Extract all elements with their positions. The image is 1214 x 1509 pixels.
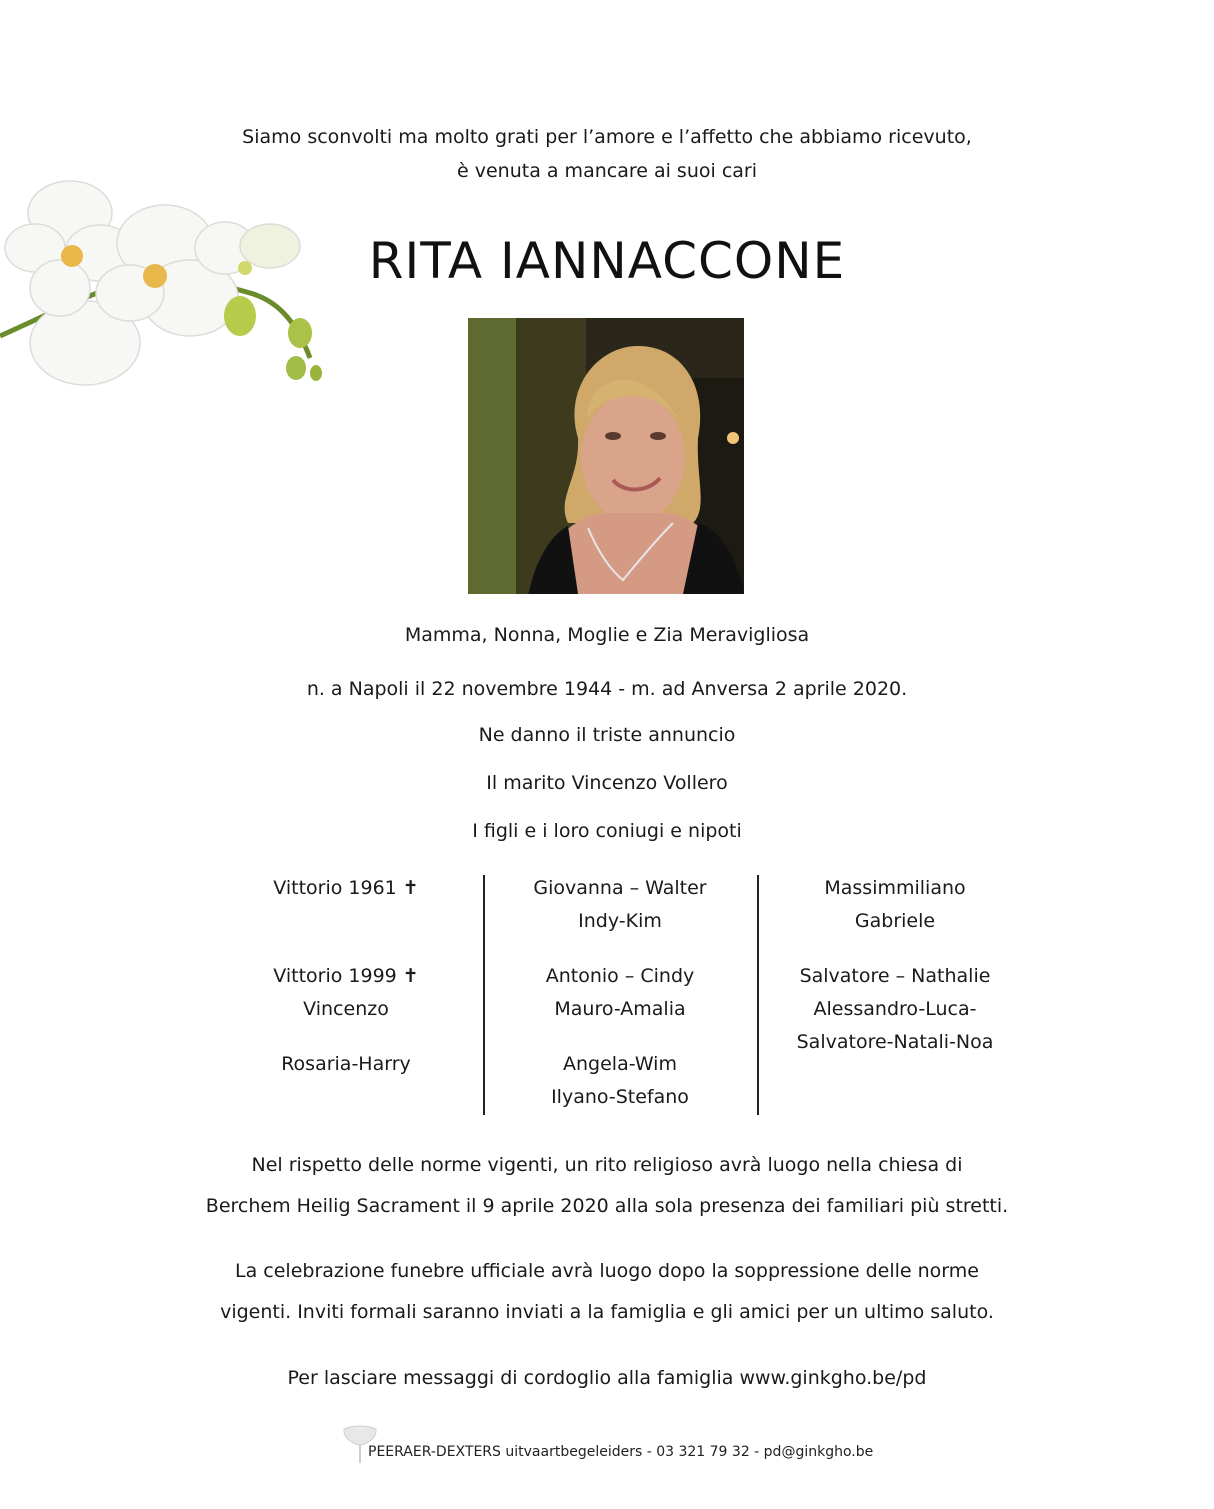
intro-line-1: Siamo sconvolti ma molto grati per l’amore e l’affetto che abbiamo ricevuto, bbox=[242, 126, 972, 148]
footer-company: PEERAER-DEXTERS bbox=[368, 1444, 501, 1460]
intro-line-2: è venuta a mancare ai suoi cari bbox=[457, 160, 757, 182]
family-member: Alessandro-Luca- bbox=[813, 998, 977, 1020]
condolences-line: Per lasciare messaggi di cordoglio alla famiglia www.ginkgho.be/pd bbox=[287, 1367, 927, 1389]
family-member: Vittorio 1961 ✝ bbox=[273, 877, 419, 899]
family-group bbox=[490, 1048, 750, 1114]
life-dates: n. a Napoli il 22 novembre 1944 - m. ad Anversa 2 aprile 2020. bbox=[306, 678, 908, 700]
ceremony-line-1: Nel rispetto delle norme vigenti, un rito religioso avrà luogo nella chiesa di bbox=[251, 1154, 963, 1176]
subtitle: Mamma, Nonna, Moglie e Zia Meravigliosa bbox=[404, 624, 810, 646]
family-group bbox=[216, 1048, 476, 1081]
husband: Il marito Vincenzo Vollero bbox=[486, 772, 728, 794]
ceremony-paragraph bbox=[0, 1145, 1214, 1227]
column-divider bbox=[483, 875, 485, 1115]
family-member: Vittorio 1999 ✝ bbox=[273, 965, 419, 987]
family-group bbox=[765, 960, 1025, 1059]
family-member: Gabriele bbox=[854, 910, 936, 932]
family-column-2 bbox=[490, 872, 750, 1136]
family-member: Mauro-Amalia bbox=[554, 998, 686, 1020]
family-group bbox=[490, 872, 750, 938]
celebration-paragraph bbox=[0, 1251, 1214, 1333]
family-member: Massimmiliano bbox=[824, 877, 966, 899]
family-member: Salvatore – Nathalie bbox=[799, 965, 991, 987]
deceased-name: RITA IANNACCONE bbox=[368, 232, 846, 290]
celebration-line-2: vigenti. Inviti formali saranno inviati a la famiglia e gli amici per un ultimo saluto. bbox=[220, 1301, 994, 1323]
family-member: Giovanna – Walter bbox=[533, 877, 707, 899]
family-group bbox=[216, 872, 476, 938]
family-member: Salvatore-Natali-Noa bbox=[796, 1031, 994, 1053]
family-group bbox=[490, 960, 750, 1026]
ceremony-line-2: Berchem Heilig Sacrament il 9 aprile 2020 alla sola presenza dei familiari più stretti. bbox=[205, 1195, 1009, 1217]
family-member: Ilyano-Stefano bbox=[551, 1086, 689, 1108]
family-column-3 bbox=[765, 872, 1025, 1081]
family-group bbox=[765, 872, 1025, 938]
column-divider bbox=[757, 875, 759, 1115]
family-group bbox=[216, 960, 476, 1026]
footer-contact bbox=[368, 1444, 873, 1460]
family-member: Vincenzo bbox=[303, 998, 389, 1020]
family-member: Antonio – Cindy bbox=[545, 965, 695, 987]
footer-details: uitvaartbegeleiders - 03 321 79 32 - pd@ginkgho.be bbox=[500, 1444, 874, 1460]
family-member: Rosaria-Harry bbox=[281, 1053, 411, 1075]
celebration-line-1: La celebrazione funebre ufficiale avrà luogo dopo la soppressione delle norme bbox=[235, 1260, 979, 1282]
children-intro: I figli e i loro coniugi e nipoti bbox=[472, 820, 742, 842]
announcement: Ne danno il triste annuncio bbox=[478, 724, 736, 746]
portrait-photo bbox=[468, 318, 744, 594]
family-column-1 bbox=[216, 872, 476, 1103]
family-member: Angela-Wim bbox=[563, 1053, 677, 1075]
family-member: Indy-Kim bbox=[578, 910, 662, 932]
